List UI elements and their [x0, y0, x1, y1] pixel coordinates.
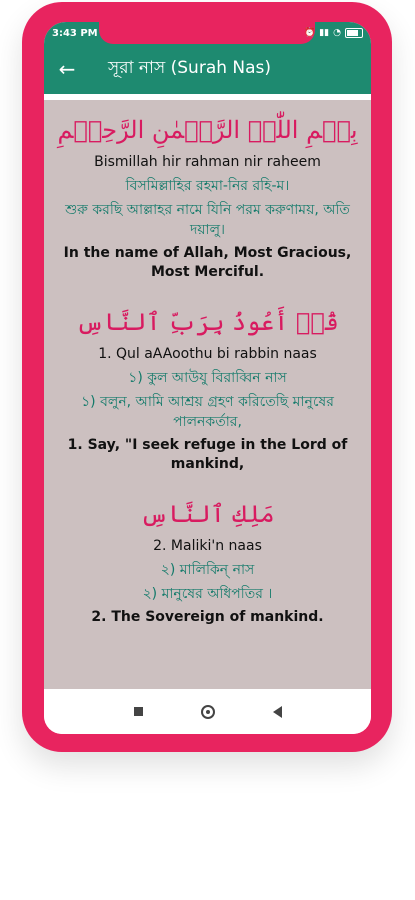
status-bar	[44, 22, 371, 44]
verse-2	[44, 498, 371, 627]
battery-icon	[345, 28, 363, 38]
english-translation: 2. The Sovereign of mankind.	[91, 609, 324, 625]
english-translation: In the name of Allah, Most Gracious, Most Merciful.	[63, 245, 352, 280]
content-area[interactable]	[44, 94, 371, 689]
arabic-text: قُلۡ أَعُوذُ بِرَبِّ ٱلنَّاسِ	[76, 308, 339, 336]
system-nav-bar	[44, 689, 371, 734]
transliteration: 1. Qul aAAoothu bi rabbin naas	[98, 346, 317, 362]
transliteration: 2. Maliki'n naas	[153, 538, 262, 554]
alarm-icon: ⏰	[304, 28, 316, 38]
transliteration: Bismillah hir rahman nir raheem	[94, 154, 321, 170]
notch	[99, 22, 315, 44]
bangla-pronunciation: ১) কুল আউযু বিরাব্বিন নাস	[128, 370, 287, 386]
verse-1	[44, 306, 371, 474]
home-circle-icon[interactable]	[201, 705, 215, 719]
arabic-text: مَلِكِ ٱلنَّاسِ	[140, 500, 275, 528]
recent-apps-square-icon[interactable]	[134, 707, 143, 716]
surah-card	[44, 100, 371, 689]
bangla-meaning: শুরু করছি আল্লাহর নামে যিনি পরম করুণাময়, অতি দয়ালু।	[65, 202, 350, 238]
back-triangle-icon[interactable]	[273, 706, 282, 718]
app-bar	[44, 44, 371, 94]
bangla-meaning: ২) মানুষের অধিপতির ।	[142, 586, 273, 602]
page-title: সূরা নাস (Surah Nas)	[108, 58, 272, 78]
wifi-icon: ◔	[333, 28, 341, 38]
bangla-pronunciation: বিসমিল্লাহির রহমা-নির রহি-ম।	[125, 178, 290, 194]
phone-screen	[44, 22, 371, 734]
verse-bismillah	[44, 114, 371, 282]
status-icons	[304, 28, 363, 38]
bangla-meaning: ১) বলুন, আমি আশ্রয় গ্রহণ করিতেছি মানুষের পালনকর্তার,	[81, 394, 334, 430]
back-arrow-icon[interactable]: ←	[58, 57, 76, 81]
bangla-pronunciation: ২) মালিকিন্ নাস	[160, 562, 255, 578]
status-time: 3:43 PM	[52, 27, 98, 39]
arabic-text: بِسۡمِ اللّٰہِ الرَّحۡمٰنِ الرَّحِیۡمِ	[57, 116, 358, 144]
signal-icon: ▮▮	[319, 28, 330, 38]
english-translation: 1. Say, "I seek refuge in the Lord of mankind,	[67, 437, 348, 472]
